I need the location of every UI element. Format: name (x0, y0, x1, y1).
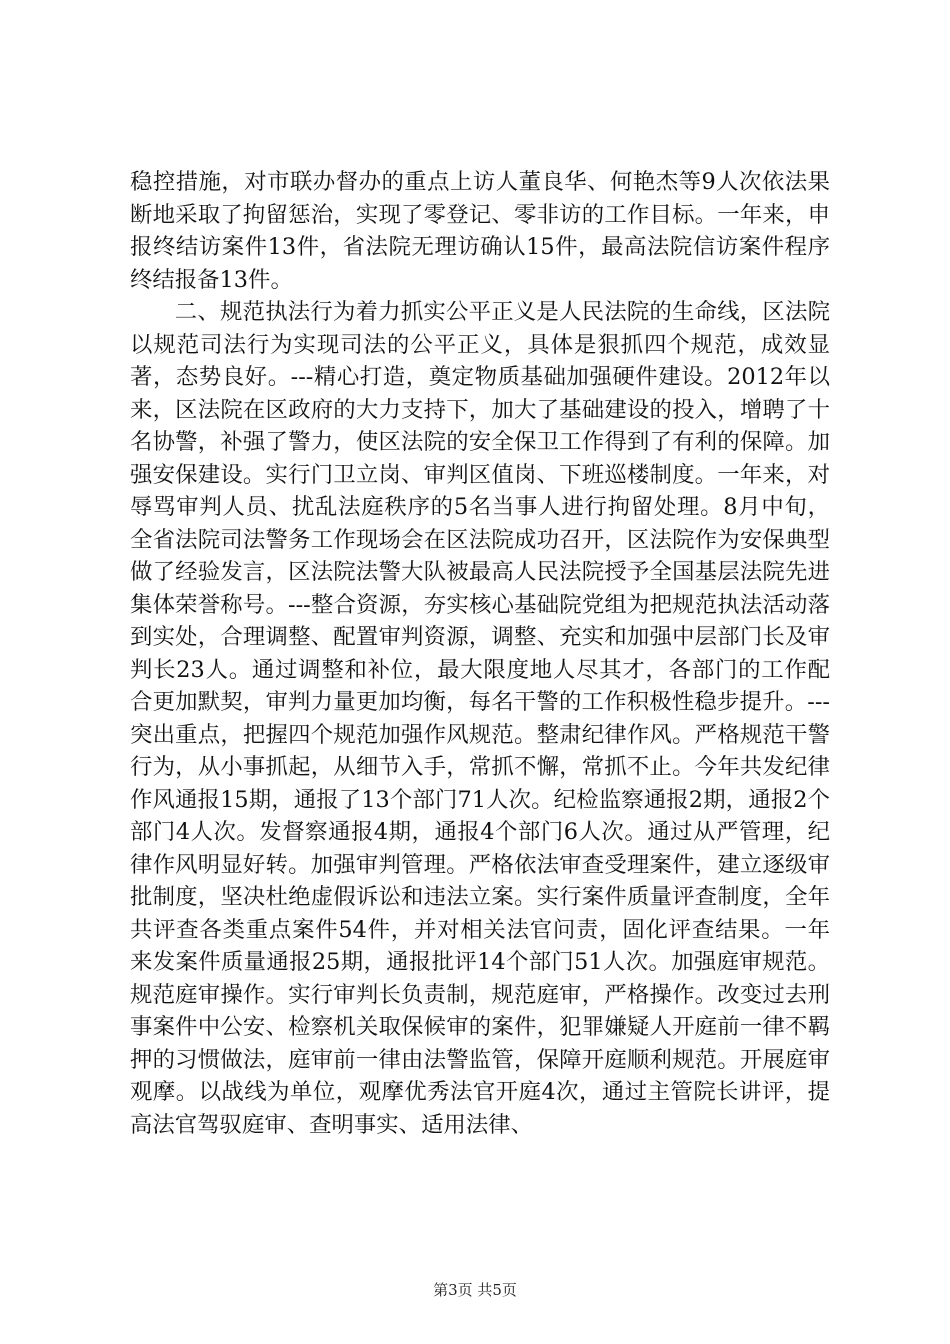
paragraph-continuation: 稳控措施，对市联办督办的重点上访人董良华、何艳杰等9人次依法果断地采取了拘留惩治，实现了零登记、零非访的工作目标。一年来，申报终结访案件13件，省法院无理访确认15件，最高法院信访案件程序终结报备13件。 (130, 169, 830, 293)
page-number: 第3页 共5页 (433, 1281, 517, 1299)
page-footer (0, 1279, 950, 1300)
document-body (130, 166, 830, 1141)
paragraph-section-two: 二、规范执法行为着力抓实公平正义是人民法院的生命线，区法院以规范司法行为实现司法的公平正义，具体是狠抓四个规范，成效显著，态势良好。---精心打造，奠定物质基础加强硬件建设。2012年以来，区法院在区政府的大力支持下，加大了基础建设的投入，增聘了十名协警，补强了警力，使区法院的安全保卫工作得到了有利的保障。加强安保建设。实行门卫立岗、审判区值岗、下班巡楼制度。一年来，对辱骂审判人员、扰乱法庭秩序的5名当事人进行拘留处理。8月中旬，全省法院司法警务工作现场会在区法院成功召开，区法院作为安保典型做了经验发言，区法院法警大队被最高人民法院授予全国基层法院先进集体荣誉称号。---整合资源，夯实核心基础院党组为把规范执法活动落到实处，合理调整、配置审判资源，调整、充实和加强中层部门长及审判长23人。通过调整和补位，最大限度地人尽其才，各部门的工作配合更加默契，审判力量更加均衡，每名干警的工作积极性稳步提升。---突出重点，把握四个规范加强作风规范。整肃纪律作风。严格规范干警行为，从小事抓起，从细节入手，常抓不懈，常抓不止。今年共发纪律作风通报15期，通报了13个部门71人次。纪检监察通报2期，通报2个部门4人次。发督察通报4期，通报4个部门6人次。通过从严管理，纪律作风明显好转。加强审判管理。严格依法审查受理案件，建立逐级审批制度，坚决杜绝虚假诉讼和违法立案。实行案件质量评查制度，全年共评查各类重点案件54件，并对相关法官问责，固化评查结果。一年来发案件质量通报25期，通报批评14个部门51人次。加强庭审规范。规范庭审操作。实行审判长负责制，规范庭审，严格操作。改变过去刑事案件中公安、检察机关取保候审的案件，犯罪嫌疑人开庭前一律不羁押的习惯做法，庭审前一律由法警监管，保障开庭顺利规范。开展庭审观摩。以战线为单位，观摩优秀法官开庭4次，通过主管院长讲评，提高法官驾驭庭审、查明事实、适用法律、 (130, 299, 830, 1138)
